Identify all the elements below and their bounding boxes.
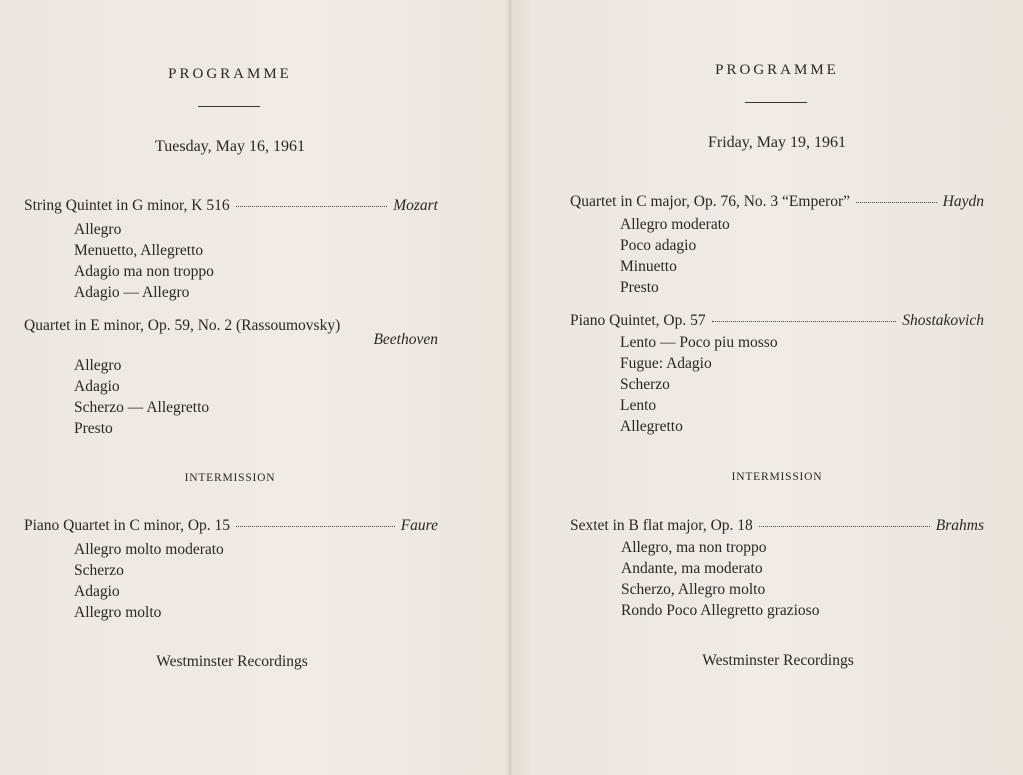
movement-item: Adagio ma non troppo [74, 263, 214, 280]
dot-leader [759, 526, 930, 527]
movement-list [74, 539, 224, 623]
movement-list [74, 355, 209, 439]
piece-title-row [570, 517, 984, 535]
movement-item: Scherzo, Allegro molto [621, 581, 766, 598]
movement-item: Presto [74, 420, 113, 437]
recording-credit: Westminster Recordings [156, 653, 308, 670]
concert-date: Friday, May 19, 1961 [707, 134, 847, 151]
composer-name: Shostakovich [902, 312, 984, 329]
piece-title-row [570, 193, 984, 211]
piece-title: Piano Quartet in C minor, Op. 15 [24, 517, 231, 534]
composer-name: Brahms [935, 517, 984, 534]
dot-leader [856, 202, 937, 203]
piece-title-row [570, 312, 984, 330]
movement-item: Minuetto [620, 258, 677, 275]
movement-item: Rondo Poco Allegretto grazioso [621, 602, 820, 619]
movement-item: Allegro molto [74, 604, 162, 621]
dot-leader [712, 321, 897, 322]
movement-item: Fugue: Adagio [620, 355, 712, 372]
left-page [0, 0, 508, 775]
movement-item: Allegro moderato [620, 216, 730, 233]
composer-name: Beethoven [373, 331, 438, 348]
movement-item: Poco adagio [620, 237, 697, 254]
movement-list [620, 214, 730, 298]
piece-title: Quartet in E minor, Op. 59, No. 2 (Rassoumovsky) [24, 317, 341, 334]
piece-title: String Quintet in G minor, K 516 [24, 197, 230, 214]
piece-title: Quartet in C major, Op. 76, No. 3 “Emperor” [570, 193, 851, 210]
composer-name: Haydn [942, 193, 984, 210]
movement-list [620, 332, 778, 437]
movement-item: Allegro, ma non troppo [621, 539, 767, 556]
movement-item: Lento — Poco piu mosso [620, 334, 778, 351]
heading-rule [745, 102, 807, 103]
page-heading: PROGRAMME [715, 62, 839, 78]
movement-item: Scherzo — Allegretto [74, 399, 210, 416]
composer-name: Mozart [393, 197, 438, 214]
composer-name: Faure [400, 517, 438, 534]
movement-item: Adagio [74, 378, 120, 395]
movement-item: Allegretto [620, 418, 683, 435]
piece-title: Piano Quintet, Op. 57 [570, 312, 706, 329]
dot-leader [236, 206, 388, 207]
intermission-label: INTERMISSION [184, 472, 276, 484]
piece-title: Sextet in B flat major, Op. 18 [570, 517, 753, 534]
movement-list [621, 537, 819, 621]
intermission-label: INTERMISSION [731, 471, 823, 483]
movement-item: Allegro [74, 221, 122, 238]
movement-item: Menuetto, Allegretto [74, 242, 204, 259]
right-page [513, 0, 1023, 775]
movement-item: Lento [620, 397, 657, 414]
movement-item: Adagio [74, 583, 120, 600]
movement-item: Scherzo [620, 376, 670, 393]
movement-item: Allegro [74, 357, 122, 374]
piece-title-row [24, 517, 438, 535]
movement-item: Adagio — Allegro [74, 284, 190, 301]
page-heading: PROGRAMME [168, 66, 292, 82]
movement-item: Presto [620, 279, 659, 296]
movement-list [74, 219, 214, 303]
movement-item: Allegro molto moderato [74, 541, 224, 558]
recording-credit: Westminster Recordings [702, 652, 854, 669]
concert-date: Tuesday, May 16, 1961 [155, 138, 305, 155]
dot-leader [236, 526, 395, 527]
movement-item: Andante, ma moderato [621, 560, 763, 577]
heading-rule [198, 106, 260, 107]
piece-title-row [24, 197, 438, 215]
movement-item: Scherzo [74, 562, 124, 579]
